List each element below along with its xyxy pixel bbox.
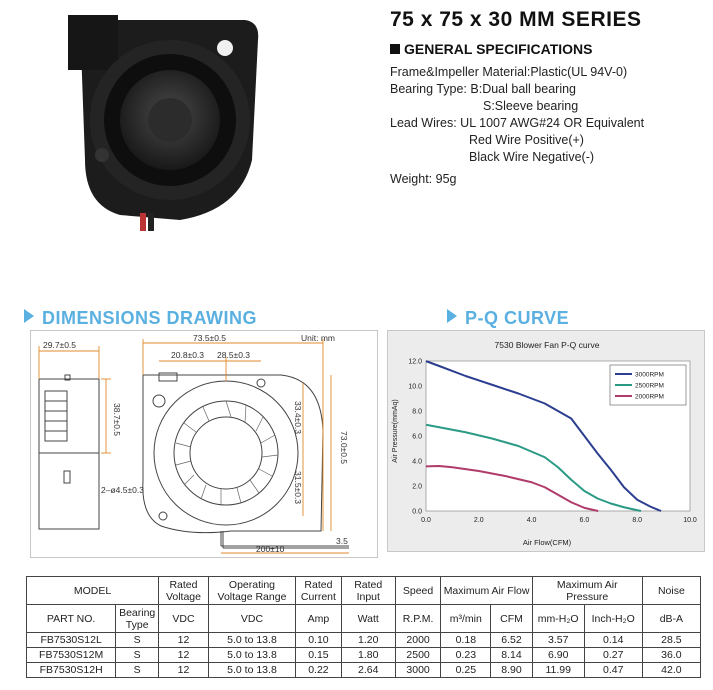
table-unit-row bbox=[27, 605, 701, 633]
unit-inch-h2o: Inch-H₂O bbox=[584, 605, 642, 633]
spec-frame: Frame&Impeller Material:Plastic(UL 94V-0) bbox=[390, 65, 628, 79]
y-tick-label: 0.0 bbox=[412, 508, 422, 516]
cell-cfm: 8.14 bbox=[491, 648, 533, 663]
legend-label: 2500RPM bbox=[635, 382, 664, 390]
cell-voltage-range: 5.0 to 13.8 bbox=[208, 633, 295, 648]
fan-photo bbox=[60, 10, 270, 240]
table-row bbox=[27, 663, 701, 678]
x-tick-label: 6.0 bbox=[579, 517, 590, 524]
chart-title: 7530 Blower Fan P-Q curve bbox=[494, 340, 600, 350]
spec-weight: Weight: 95g bbox=[390, 172, 457, 186]
th-part-no: PART NO. bbox=[27, 605, 116, 633]
cell-speed: 3000 bbox=[395, 663, 441, 678]
table-row bbox=[27, 633, 701, 648]
cell-part-no: FB7530S12H bbox=[27, 663, 116, 678]
unit-vdc-range: VDC bbox=[208, 605, 295, 633]
table-header-row bbox=[27, 577, 701, 605]
spec-red-wire: Red Wire Positive(+) bbox=[469, 133, 584, 147]
cell-mmh2o: 3.57 bbox=[532, 633, 584, 648]
cell-voltage-range: 5.0 to 13.8 bbox=[208, 648, 295, 663]
cell-part-no: FB7530S12M bbox=[27, 648, 116, 663]
dim-right-b: 73.0±0.5 bbox=[339, 431, 349, 465]
y-tick-label: 2.0 bbox=[412, 483, 422, 491]
cell-current: 0.15 bbox=[296, 648, 342, 663]
cell-bearing: S bbox=[116, 663, 159, 678]
cell-bearing: S bbox=[116, 633, 159, 648]
th-noise: Noise bbox=[642, 577, 700, 605]
dim-holes: 2–ø4.5±0.3 bbox=[101, 485, 144, 495]
th-max-airflow: Maximum Air Flow bbox=[441, 577, 532, 605]
x-tick-label: 4.0 bbox=[526, 517, 537, 524]
dim-hole-b: 28.5±0.3 bbox=[217, 350, 251, 360]
cell-input: 1.80 bbox=[341, 648, 395, 663]
x-axis-label: Air Flow(CFM) bbox=[522, 538, 572, 547]
cell-part-no: FB7530S12L bbox=[27, 633, 116, 648]
unit-m3min: m³/min bbox=[441, 605, 491, 633]
cell-m3min: 0.25 bbox=[441, 663, 491, 678]
dimensions-svg bbox=[31, 331, 379, 559]
dimensions-heading-text: DIMENSIONS DRAWING bbox=[42, 308, 258, 328]
cell-cfm: 6.52 bbox=[491, 633, 533, 648]
pq-heading bbox=[447, 308, 569, 329]
square-bullet-icon bbox=[390, 44, 400, 54]
th-max-pressure: Maximum Air Pressure bbox=[532, 577, 642, 605]
cell-m3min: 0.18 bbox=[441, 633, 491, 648]
cell-input: 2.64 bbox=[341, 663, 395, 678]
cell-noise: 36.0 bbox=[642, 648, 700, 663]
cell-inch-h2o: 0.47 bbox=[584, 663, 642, 678]
dim-right-a: 33.4±0.3 bbox=[293, 401, 303, 435]
unit-mmh2o: mm-H₂O bbox=[532, 605, 584, 633]
spec-table bbox=[26, 576, 701, 678]
cell-speed: 2000 bbox=[395, 633, 441, 648]
unit-watt: Watt bbox=[341, 605, 395, 633]
y-tick-label: 12.0 bbox=[408, 358, 422, 366]
triangle-bullet-icon bbox=[24, 309, 34, 323]
pq-chart bbox=[387, 330, 705, 552]
pq-chart-svg bbox=[388, 331, 706, 553]
th-rated-voltage: Rated Voltage bbox=[159, 577, 209, 605]
y-tick-label: 8.0 bbox=[412, 408, 422, 416]
dim-top-width: 73.5±0.5 bbox=[193, 333, 227, 343]
cell-speed: 2500 bbox=[395, 648, 441, 663]
y-tick-label: 10.0 bbox=[408, 383, 422, 391]
unit-amp: Amp bbox=[296, 605, 342, 633]
cell-noise: 28.5 bbox=[642, 633, 700, 648]
pq-heading-text: P-Q CURVE bbox=[465, 308, 570, 328]
cell-current: 0.10 bbox=[296, 633, 342, 648]
cell-rated-voltage: 12 bbox=[159, 633, 209, 648]
dim-side-height: 38.7±0.5 bbox=[112, 403, 122, 437]
x-tick-label: 8.0 bbox=[632, 517, 643, 524]
spec-black-wire: Black Wire Negative(-) bbox=[469, 150, 595, 164]
dim-lower: 31.5±0.3 bbox=[293, 471, 303, 505]
cell-bearing: S bbox=[116, 648, 159, 663]
cell-noise: 42.0 bbox=[642, 663, 700, 678]
cell-rated-voltage: 12 bbox=[159, 648, 209, 663]
cell-voltage-range: 5.0 to 13.8 bbox=[208, 663, 295, 678]
unit-rpm: R.P.M. bbox=[395, 605, 441, 633]
spec-bearing-type: Bearing Type: B:Dual ball bearing bbox=[390, 82, 576, 96]
legend-label: 3000RPM bbox=[635, 371, 664, 379]
triangle-bullet-icon bbox=[447, 309, 457, 323]
spec-heading bbox=[390, 41, 593, 57]
legend-label: 2000RPM bbox=[635, 393, 664, 401]
unit-cfm: CFM bbox=[491, 605, 533, 633]
th-operating-voltage: Operating Voltage Range bbox=[208, 577, 295, 605]
x-tick-label: 10.0 bbox=[683, 517, 697, 524]
th-bearing: Bearing Type bbox=[116, 605, 159, 633]
cell-rated-voltage: 12 bbox=[159, 663, 209, 678]
cell-m3min: 0.23 bbox=[441, 648, 491, 663]
cell-current: 0.22 bbox=[296, 663, 342, 678]
y-tick-label: 6.0 bbox=[412, 433, 422, 441]
spec-heading-text: GENERAL SPECIFICATIONS bbox=[404, 41, 593, 57]
cell-inch-h2o: 0.14 bbox=[584, 633, 642, 648]
x-tick-label: 0.0 bbox=[421, 517, 431, 524]
unit-dba: dB-A bbox=[642, 605, 700, 633]
cell-mmh2o: 11.99 bbox=[532, 663, 584, 678]
unit-label: Unit: mm bbox=[301, 333, 335, 343]
y-axis-label: Air Pressure(mmAq) bbox=[392, 399, 399, 463]
cell-cfm: 8.90 bbox=[491, 663, 533, 678]
cell-input: 1.20 bbox=[341, 633, 395, 648]
th-speed: Speed bbox=[395, 577, 441, 605]
x-tick-label: 2.0 bbox=[473, 517, 484, 524]
y-tick-label: 4.0 bbox=[412, 458, 422, 466]
dim-wire: 200±10 bbox=[256, 544, 285, 554]
th-model: MODEL bbox=[27, 577, 159, 605]
spec-lead-wires: Lead Wires: UL 1007 AWG#24 OR Equivalent bbox=[390, 116, 645, 130]
spec-bearing-sleeve: S:Sleeve bearing bbox=[483, 99, 579, 113]
dim-side-width: 29.7±0.5 bbox=[43, 340, 77, 350]
table-row bbox=[27, 648, 701, 663]
cell-mmh2o: 6.90 bbox=[532, 648, 584, 663]
dim-wire-end: 3.5 bbox=[336, 536, 348, 546]
unit-vdc-rated: VDC bbox=[159, 605, 209, 633]
th-rated-input: Rated Input bbox=[341, 577, 395, 605]
dimensions-drawing bbox=[30, 330, 378, 558]
cell-inch-h2o: 0.27 bbox=[584, 648, 642, 663]
th-rated-current: Rated Current bbox=[296, 577, 342, 605]
series-title: 75 x 75 x 30 MM SERIES bbox=[390, 8, 642, 31]
dimensions-heading bbox=[24, 308, 257, 329]
dim-hole-a: 20.8±0.3 bbox=[171, 350, 205, 360]
